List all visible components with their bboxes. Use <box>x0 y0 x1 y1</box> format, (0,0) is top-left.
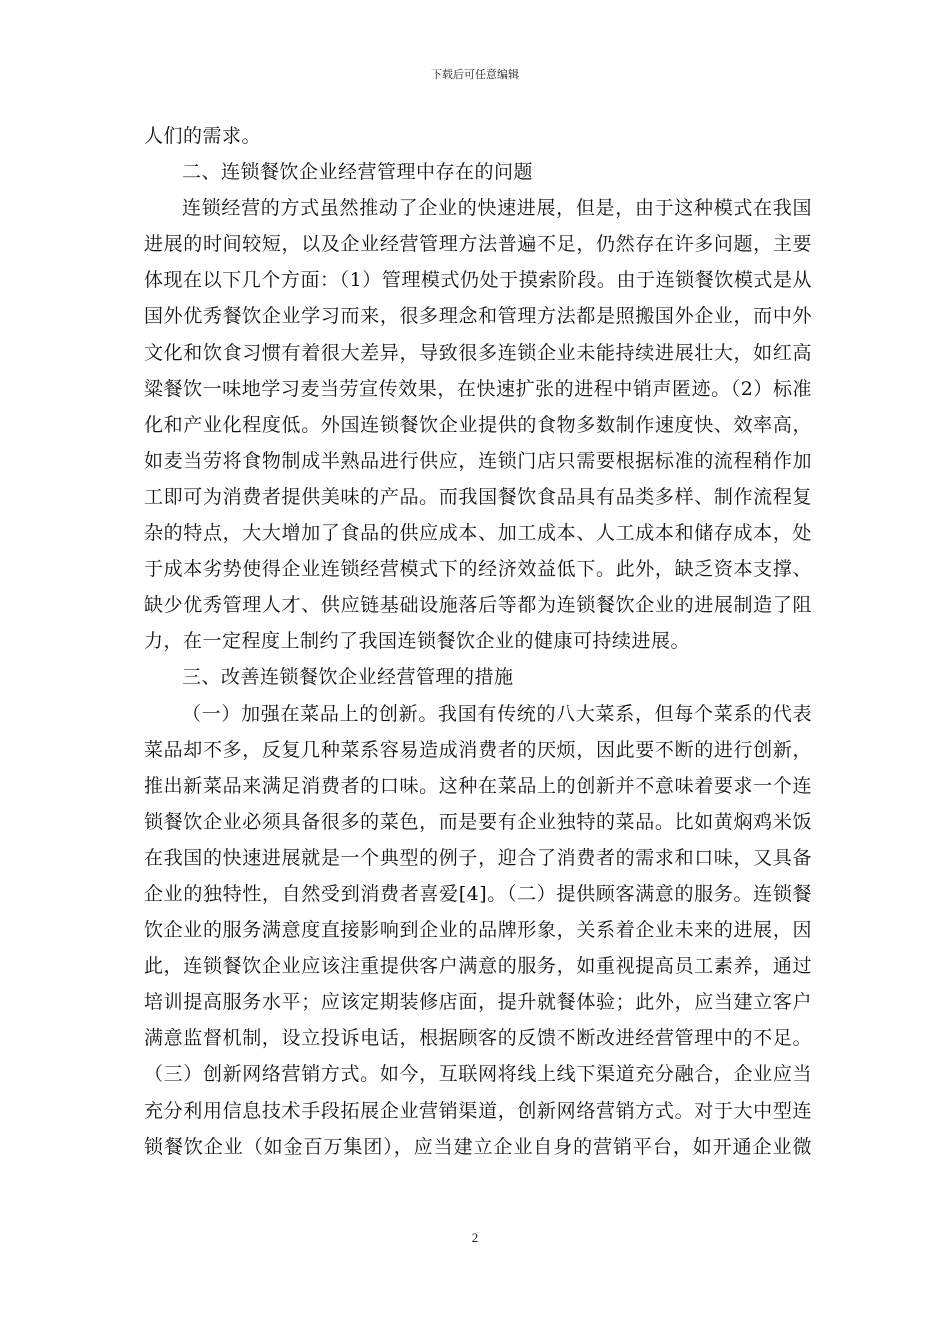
text-line: 连锁经营的方式虽然推动了企业的快速进展，但是，由于这种模式在我国 <box>182 197 812 220</box>
text-line: 满意监督机制，设立投诉电话，根据顾客的反馈不断改进经营管理中的不足。 <box>144 1027 812 1050</box>
text-line: 充分利用信息技术手段拓展企业营销渠道，创新网络营销方式。对于大中型连 <box>144 1099 812 1122</box>
section-heading: 二、连锁餐饮企业经营管理中存在的问题 <box>182 161 534 184</box>
text-line: （一）加强在菜品上的创新。我国有传统的八大菜系，但每个菜系的代表 <box>182 702 812 725</box>
text-line: 文化和饮食习惯有着很大差异，导致很多连锁企业未能持续进展壮大，如红高 <box>144 341 812 364</box>
text-line: 工即可为消费者提供美味的产品。而我国餐饮食品具有品类多样、制作流程复 <box>144 485 812 508</box>
text-line: 饮企业的服务满意度直接影响到企业的品牌形象，关系着企业未来的进展，因 <box>144 919 812 942</box>
text-line: 在我国的快速进展就是一个典型的例子，迎合了消费者的需求和口味，又具备 <box>144 846 812 869</box>
text-line: 缺少优秀管理人才、供应链基础设施落后等都为连锁餐饮企业的进展制造了阻 <box>144 594 812 617</box>
text-line: 企业的独特性，自然受到消费者喜爱[4]。（二）提供顾客满意的服务。连锁餐 <box>144 882 812 905</box>
text-line: 菜品却不多，反复几种菜系容易造成消费者的厌烦，因此要不断的进行创新， <box>144 738 812 761</box>
text-line: 体现在以下几个方面：（1）管理模式仍处于摸索阶段。由于连锁餐饮模式是从 <box>144 269 812 292</box>
text-line: 锁餐饮企业必须具备很多的菜色，而是要有企业独特的菜品。比如黄焖鸡米饭 <box>144 810 812 833</box>
text-line: 粱餐饮一味地学习麦当劳宣传效果，在快速扩张的进程中销声匿迹。（2）标准 <box>144 377 812 400</box>
text-line: 人们的需求。 <box>144 125 262 147</box>
text-line: 力，在一定程度上制约了我国连锁餐饮企业的健康可持续进展。 <box>144 630 691 653</box>
text-line: 如麦当劳将食物制成半熟品进行供应，连锁门店只需要根据标准的流程稍作加 <box>144 449 812 472</box>
text-line: 锁餐饮企业（如金百万集团），应当建立企业自身的营销平台，如开通企业微 <box>144 1135 812 1158</box>
text-line: 杂的特点，大大增加了食品的供应成本、加工成本、人工成本和储存成本，处 <box>144 522 812 545</box>
text-line: 化和产业化程度低。外国连锁餐饮企业提供的食物多数制作速度快、效率高， <box>144 413 812 436</box>
text-line: 于成本劣势使得企业连锁经营模式下的经济效益低下。此外，缺乏资本支撑、 <box>144 558 812 581</box>
text-line: 推出新菜品来满足消费者的口味。这种在菜品上的创新并不意味着要求一个连 <box>144 774 812 797</box>
body-text <box>144 118 812 1165</box>
page-number: 2 <box>471 1230 479 1245</box>
text-line: （三）创新网络营销方式。如今，互联网将线上线下渠道充分融合，企业应当 <box>144 1063 812 1086</box>
section-heading: 三、改善连锁餐饮企业经营管理的措施 <box>182 666 514 689</box>
text-line: 此，连锁餐饮企业应该注重提供客户满意的服务，如重视提高员工素养，通过 <box>144 955 812 978</box>
page-header: 下载后可任意编辑 <box>431 68 519 81</box>
text-line: 国外优秀餐饮企业学习而来，很多理念和管理方法都是照搬国外企业，而中外 <box>144 305 812 328</box>
text-line: 培训提高服务水平；应该定期装修店面，提升就餐体验；此外，应当建立客户 <box>144 991 812 1014</box>
text-line: 进展的时间较短，以及企业经营管理方法普遍不足，仍然存在许多问题，主要 <box>144 233 812 256</box>
